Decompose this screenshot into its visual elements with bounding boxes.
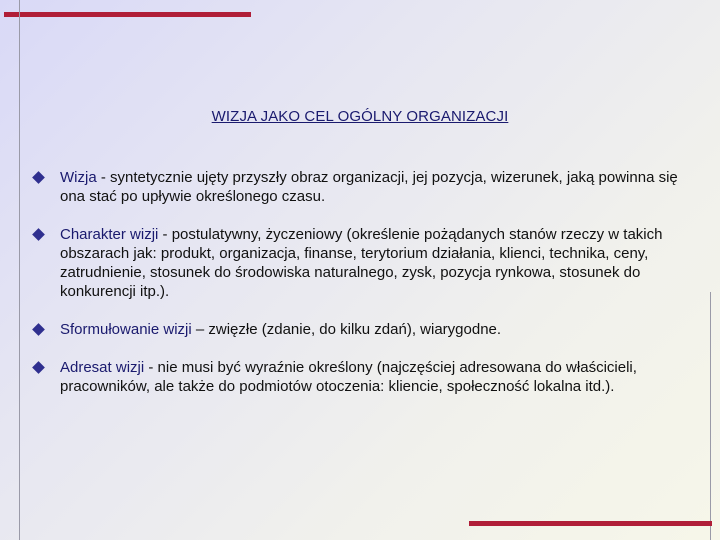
bullet-text: - postulatywny, życzeniowy (określenie pożądanych stanów rzeczy w takich obszarach jak: produkt, organizacja, finanse, terytorium działania, klienci, technika, ceny, zatrudnienie, stosunek do środowiska naturalnego, zysk, pozycja rynkowa, stosunek do konkurencji itp.). <box>60 226 663 300</box>
bullet-item <box>32 358 692 396</box>
diamond-bullet-icon <box>32 171 45 184</box>
diamond-bullet-icon <box>32 323 45 336</box>
bullet-term: Wizja <box>60 169 97 186</box>
slide-title: WIZJA JAKO CEL OGÓLNY ORGANIZACJI <box>211 108 509 125</box>
bullet-term: Charakter wizji <box>60 226 159 243</box>
top-accent-line <box>4 12 251 17</box>
bullet-text: - nie musi być wyraźnie określony (najczęściej adresowana do właścicieli, pracowników, ale także do podmiotów otoczenia: kliencie, społeczność lokalna itd.). <box>60 359 637 395</box>
bullet-text: - syntetycznie ujęty przyszły obraz organizacji, jej pozycja, wizerunek, jaką powinna się ona stać po upływie określonego czasu. <box>60 169 678 205</box>
left-vertical-rule <box>19 0 20 540</box>
diamond-bullet-icon <box>32 228 45 241</box>
right-vertical-rule <box>710 292 711 540</box>
bullet-text: – zwięzłe (zdanie, do kilku zdań), wiarygodne. <box>191 321 502 338</box>
diamond-bullet-icon <box>32 361 45 374</box>
bullet-term: Sformułowanie wizji <box>60 321 192 338</box>
bullet-term: Adresat wizji <box>60 359 145 376</box>
bullet-item <box>32 168 692 206</box>
bullet-item <box>32 320 692 339</box>
bullet-list <box>32 168 692 396</box>
bullet-item <box>32 225 692 301</box>
bottom-accent-line <box>469 521 712 526</box>
